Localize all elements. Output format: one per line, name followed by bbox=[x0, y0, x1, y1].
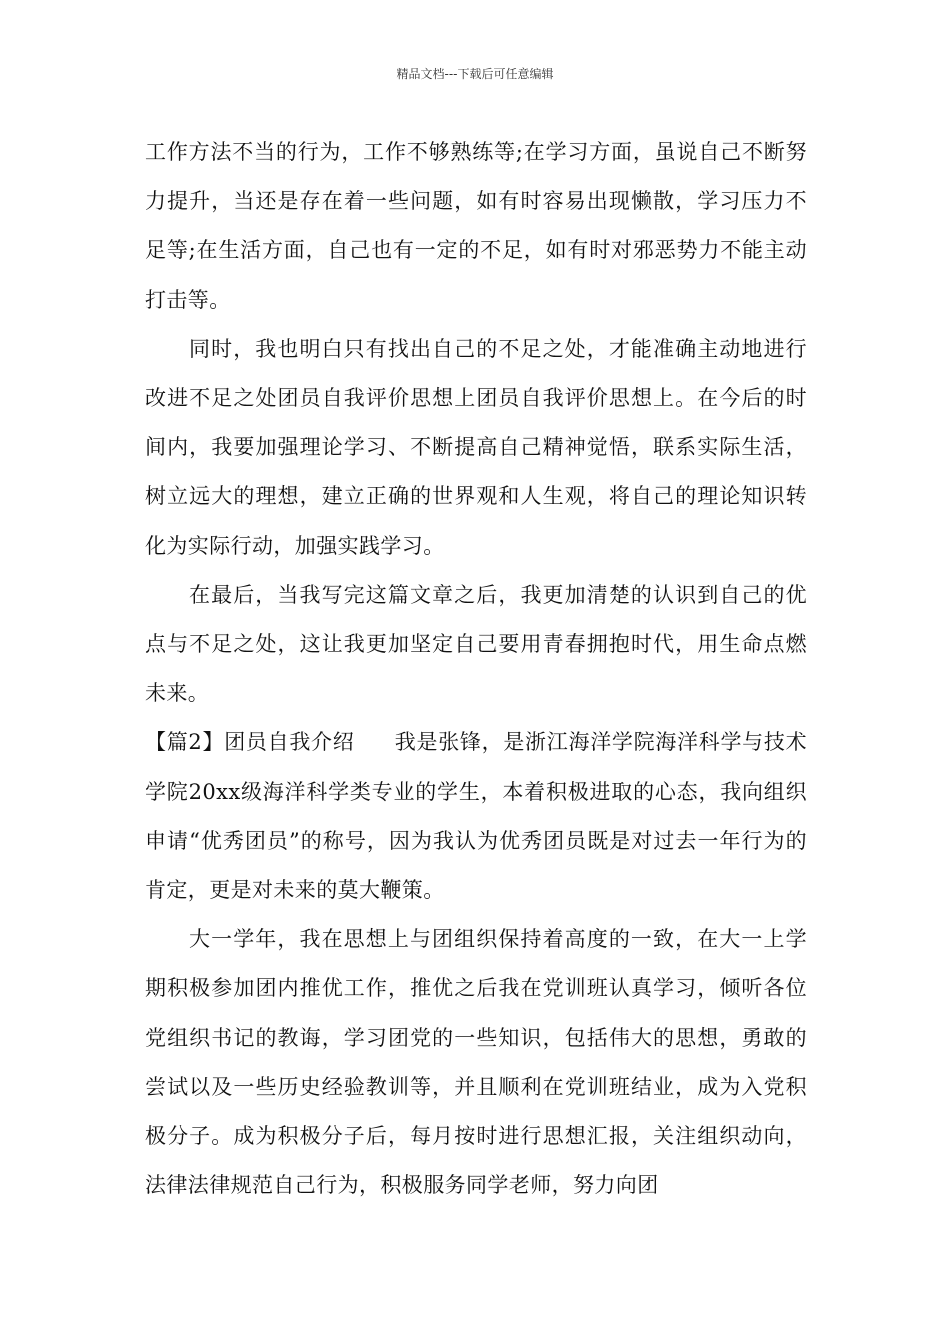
section-2-text: 我是张锋，是浙江海洋学院海洋科学与技术学院20xx级海洋科学类专业的学生，本着积极进取的心态，我向组织申请“优秀团员”的称号，因为我认为优秀团员既是对过去一年行为的肯定，更是对未来的莫大鞭策。 bbox=[145, 730, 807, 903]
document-body bbox=[145, 128, 807, 1210]
paragraph-5: 大一学年，我在思想上与团组织保持着高度的一致，在大一上学期积极参加团内推优工作，推优之后我在党训班认真学习，倾听各位党组织书记的教诲，学习团党的一些知识，包括伟大的思想，勇敢的尝试以及一些历史经验教训等，并且顺利在党训班结业，成为入党积极分子。成为积极分子后，每月按时进行思想汇报，关注组织动向，法律法律规范自己行为，积极服务同学老师，努力向团 bbox=[145, 927, 807, 1198]
section-2-heading: 【篇2】团员自我介绍 bbox=[145, 730, 355, 755]
section-2-paragraph bbox=[145, 718, 807, 915]
paragraph-1: 工作方法不当的行为，工作不够熟练等;在学习方面，虽说自己不断努力提升，当还是存在着一些问题，如有时容易出现懒散，学习压力不足等;在生活方面，自己也有一定的不足，如有时对邪恶势力不能主动打击等。 bbox=[145, 140, 807, 312]
page-header: 精品文档---下载后可任意编辑 bbox=[396, 67, 554, 81]
paragraph-2: 同时，我也明白只有找出自己的不足之处，才能准确主动地进行改进不足之处团员自我评价思想上团员自我评价思想上。在今后的时间内，我要加强理论学习、不断提高自己精神觉悟，联系实际生活，树立远大的理想，建立正确的世界观和人生观，将自己的理论知识转化为实际行动，加强实践学习。 bbox=[145, 336, 807, 558]
paragraph-3: 在最后，当我写完这篇文章之后，我更加清楚的认识到自己的优点与不足之处，这让我更加坚定自己要用青春拥抱时代，用生命点燃未来。 bbox=[145, 582, 807, 706]
